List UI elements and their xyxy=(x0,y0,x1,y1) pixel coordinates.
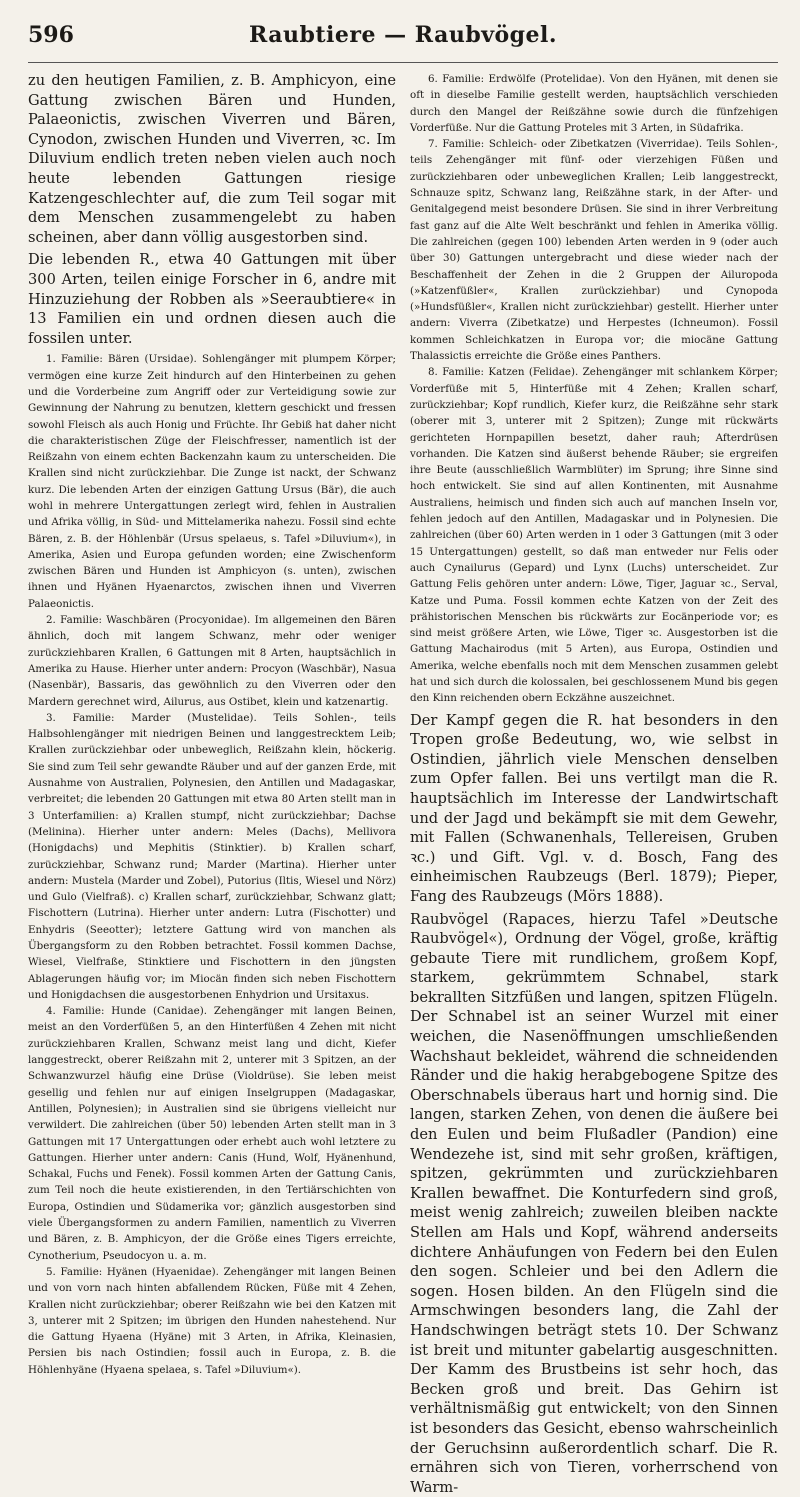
family-7-paragraph: 7. Familie: Schleich- oder Zibetkatzen (Viverridae). Teils Sohlen-, teils Zehengänger mit fünf- oder vierzehigen Füßen und zurückziehbaren oder unbeweglichen Krallen; Leib langgestreckt, Schnauze spitz, Schwanz lang, Reißzähne stark, in der After- und Genitalgegend meist besondere Drüsen. Sie sind in ihrer Verbreitung fast ganz auf die Alte Welt beschränkt und fehlen in Amerika völlig. Die zahlreichen (gegen 100) lebenden Arten werden in 9 (oder auch über 30) Gattungen untergebracht und diese wieder nach der Beschaffenheit der Zehen in die 2 Gruppen der Ailuropoda (»Katzenfüßler«, Krallen zurückziehbar) und Cynopoda (»Hundsfüßler«, Krallen nicht zurückziehbar) gestellt. Hierher unter andern: Viverra (Zibetkatze) und Herpestes (Ichneumon). Fossil kommen Schleichkatzen in Europa vor; die miocäne Gattung Thalassictis erreichte die Größe eines Panthers. xyxy=(410,138,778,363)
family-6-paragraph: 6. Familie: Erdwölfe (Protelidae). Von den Hyänen, mit denen sie oft in dieselbe Familie gestellt werden, hauptsächlich verschieden durch den Mangel der Reißzähne sowie durch die fünfzehigen Vorderfüße. Nur die Gattung Proteles mit 3 Arten, in Südafrika. xyxy=(410,73,778,134)
intro-paragraph: zu den heutigen Familien, z. B. Amphicyon, eine Gattung zwischen Bären und Hunden, Palaeonictis, zwischen Viverren und Bären, Cynodon, zwischen Hunden und Viverren, ꝛc. Im Diluvium endlich treten neben vielen auch noch heute lebenden Gattungen riesige Katzengeschlechter auf, die zum Teil sogar mit dem Menschen zusammengelebt zu haben scheinen, aber dann völlig ausgestorben sind. xyxy=(28,72,396,246)
family-2-paragraph: 2. Familie: Waschbären (Procyonidae). Im allgemeinen den Bären ähnlich, doch mit langem Schwanz, mehr oder weniger zurückziehbaren Krallen, 6 Gattungen mit 8 Arten, hauptsächlich in Amerika zu Hause. Hierher unter andern: Procyon (Waschbär), Nasua (Nasenbär), Bassaris, das gewöhnlich zu den Viverren oder den Mardern gerechnet wird, Ailurus, aus Ostibet, klein und katzenartig. xyxy=(28,614,396,708)
family-8-paragraph: 8. Familie: Katzen (Felidae). Zehengänger mit schlankem Körper; Vorderfüße mit 5, Hinterfüße mit 4 Zehen; Krallen scharf, zurückziehbar; Kopf rundlich, Kiefer kurz, die Reißzähne sehr stark (oberer mit 3, unterer mit 2 Spitzen); Zunge mit rückwärts gerichteten Hornpapillen besetzt, daher rauh; Afterdrüsen vorhanden. Die Katzen sind äußerst behende Räuber; sie ergreifen ihre Beute (ausschließlich Warmblüter) im Sprung; ihre Sinne sind hoch entwickelt. Sie sind auf allen Kontinenten, mit Ausnahme Australiens, heimisch und finden sich auch auf manchen Inseln vor, fehlen jedoch auf den Antillen, Madagaskar und in Polynesien. Die zahlreichen (über 60) Arten werden in 1 oder 3 Gattungen (mit 3 oder 15 Untergattungen) gestellt, so daß man entweder nur Felis oder auch Cynailurus (Gepard) und Lynx (Luchs) unterscheidet. Zur Gattung Felis gehören unter andern: Löwe, Tiger, Jaguar ꝛc., Serval, Katze und Puma. Fossil kommen echte Katzen von der Zeit des prähistorischen Menschen bis rückwärts zur Eocänperiode vor; es sind meist größere Arten, wie Löwe, Tiger ꝛc. Ausgestorben ist die Gattung Machairodus (mit 5 Arten), aus Europa, Ostindien und Amerika, welche ebenfalls noch mit dem Menschen zusammen gelebt hat und sich durch die kolossalen, bei geschlossenem Mund bis gegen den Kinn reichenden obern Eckzähne auszeichnet. xyxy=(410,366,778,705)
family-4-paragraph: 4. Familie: Hunde (Canidae). Zehengänger mit langen Beinen, meist an den Vorderfüßen 5, an den Hinterfüßen 4 Zehen mit nicht zurückziehbaren Krallen, Schwanz meist lang und dicht, Kiefer langgestreckt, oberer Reißzahn mit 2, unterer mit 3 Spitzen, an der Schwanzwurzel häufig eine Drüse (Violdrüse). Sie leben meist gesellig und fehlen nur auf einigen Inselgruppen (Madagaskar, Antillen, Polynesien); in Australien sind sie übrigens vielleicht nur verwildert. Die zahlreichen (über 50) lebenden Arten stellt man in 3 Gattungen mit 17 Untergattungen oder erhebt auch wohl letztere zu Gattungen. Hierher unter andern: Canis (Hund, Wolf, Hyänenhund, Schakal, Fuchs und Fenek). Fossil kommen Arten der Gattung Canis, zum Teil noch die heute existierenden, in den Tertiärschichten von Europa, Ostindien und Südamerika vor; gänzlich ausgestorben sind viele Übergangsformen zu andern Familien, namentlich zu Viverren und Bären, z. B. Amphicyon, der die Größe eines Tigers erreichte, Cynotherium, Pseudocyon u. a. m. xyxy=(28,1005,396,1262)
page-header xyxy=(28,22,778,63)
family-3-paragraph: 3. Familie: Marder (Mustelidae). Teils Sohlen-, teils Halbsohlengänger mit niedrigen Beinen und langgestrecktem Leib; Krallen zurückziehbar oder unbeweglich, Reißzahn klein, höckerig. Sie sind zum Teil sehr gewandte Räuber und auf der ganzen Erde, mit Ausnahme von Australien, Polynesien, den Antillen und Madagaskar, verbreitet; die lebenden 20 Gattungen mit etwa 80 Arten stellt man in 3 Unterfamilien: a) Krallen stumpf, nicht zurückziehbar; Dachse (Melinina). Hierher unter andern: Meles (Dachs), Mellivora (Honigdachs) und Mephitis (Stinktier). b) Krallen scharf, zurückziehbar, Schwanz rund; Marder (Martina). Hierher unter andern: Mustela (Marder und Zobel), Putorius (Iltis, Wiesel und Nörz) und Gulo (Vielfraß). c) Krallen scharf, zurückziehbar, Schwanz glatt; Fischottern (Lutrina). Hierher unter andern: Lutra (Fischotter) und Enhydris (Seeotter); letztere Gattung wird von manchen als Übergangsform zu den Robben betrachtet. Fossil kommen Dachse, Wiesel, Vielfraße, Stinktiere und Fischottern in den jüngsten Ablagerungen häufig vor; im Miocän finden sich neben Fischottern und Honigdachsen die ausgestorbenen Enhydrion und Ursitaxus. xyxy=(28,711,396,1001)
text-columns xyxy=(28,71,778,1496)
right-column xyxy=(410,71,778,1496)
living-species-paragraph: Die lebenden R., etwa 40 Gattungen mit über 300 Arten, teilen einige Forscher in 6, andre mit Hinzuziehung der Robben als »Seeraubtiere« in 13 Familien ein und ordnen diesen auch die fossilen unter. xyxy=(28,251,396,347)
running-head: Raubtiere — Raubvögel. xyxy=(248,22,558,48)
family-5-paragraph: 5. Familie: Hyänen (Hyaenidae). Zehengänger mit langen Beinen und von vorn nach hinten abfallendem Rücken, Füße mit 4 Zehen, Krallen nicht zurückziehbar; oberer Reißzahn wie bei den Katzen mit 3, unterer mit 2 Spitzen; im übrigen den Hunden nahestehend. Nur die Gattung Hyaena (Hyäne) mit 3 Arten, in Afrika, Kleinasien, Persien bis nach Ostindien; fossil auch in Europa, z. B. die Höhlenhyäne (Hyaena spelaea, s. Tafel »Diluvium«). xyxy=(28,1265,396,1376)
page-number: 596 xyxy=(28,22,74,48)
raubvoegel-entry: Raubvögel (Rapaces, hierzu Tafel »Deutsche Raubvögel«), Ordnung der Vögel, große, kräftig gebaute Tiere mit rundlichem, großem Kopf, starkem, gekrümmtem Schnabel, stark bekrallten Sitzfüßen und langen, spitzen Flügeln. Der Schnabel ist an seiner Wurzel mit einer weichen, die Nasenöffnungen umschließenden Wachshaut bekleidet, während die schneidenden Ränder und die hakig herabgebogene Spitze des Oberschnabels überaus hart und hornig sind. Die langen, starken Zehen, von denen die äußere bei den Eulen und beim Flußadler (Pandion) eine Wendezehe ist, sind mit sehr großen, kräftigen, spitzen, gekrümmten und zurückziehbaren Krallen bewaffnet. Die Konturfedern sind groß, meist wenig zahlreich; zuweilen bleiben nackte Stellen am Hals und Kopf, während anderseits dichtere Anhäufungen von Federn bei den Eulen den sogen. Schleier und bei den Adlern die sogen. Hosen bilden. An den Flügeln sind die Armschwingen besonders lang, die Zahl der Handschwingen beträgt stets 10. Der Schwanz ist breit und mitunter gabelartig ausgeschnitten. Der Kamm des Brustbeins ist sehr hoch, das Becken groß und breit. Das Gehirn ist verhältnismäßig gut entwickelt; von den Sinnen ist besonders das Gesicht, ebenso wahrscheinlich der Geruchsinn außerordentlich scharf. Die R. ernähren sich von Tieren, vorherrschend von Warm- xyxy=(410,910,778,1496)
control-paragraph: Der Kampf gegen die R. hat besonders in den Tropen große Bedeutung, wo, wie selbst in Ostindien, jährlich viele Menschen denselben zum Opfer fallen. Bei uns vertilgt man die R. hauptsächlich im Interesse der Landwirtschaft und der Jagd und bekämpft sie mit dem Gewehr, mit Fallen (Schwanenhals, Tellereisen, Gruben ꝛc.) und Gift. Vgl. v. d. Bosch, Fang des einheimischen Raubzeugs (Berl. 1879); Pieper, Fang des Raubzeugs (Mörs 1888). xyxy=(410,711,778,905)
left-column xyxy=(28,71,396,1376)
family-1-paragraph: 1. Familie: Bären (Ursidae). Sohlengänger mit plumpem Körper; vermögen eine kurze Zeit hindurch auf den Hinterbeinen zu gehen und die Vorderbeine zum Angriff oder zur Verteidigung sowie zur Gewinnung der Nahrung zu benutzen, klettern geschickt und fressen sowohl Fleisch als auch Honig und Früchte. Ihr Gebiß hat daher nicht die charakteristischen Züge der Fleischfresser, namentlich ist der Reißzahn von einem echten Backenzahn kaum zu unterscheiden. Die Krallen sind nicht zurückziehbar. Die Zunge ist nackt, der Schwanz kurz. Die lebenden Arten der einzigen Gattung Ursus (Bär), die auch wohl in mehrere Untergattungen zerlegt wird, fehlen in Australien und Afrika völlig, in Süd- und Mittelamerika nahezu. Fossil sind echte Bären, z. B. der Höhlenbär (Ursus spelaeus, s. Tafel »Diluvium«), in Amerika, Asien und Europa gefunden worden; eine Zwischenform zwischen Bären und Hunden ist Amphicyon (s. unten), zwischen ihnen und Hyänen Hyaenarctos, zwischen ihnen und Viverren Palaeonictis. xyxy=(28,353,396,610)
